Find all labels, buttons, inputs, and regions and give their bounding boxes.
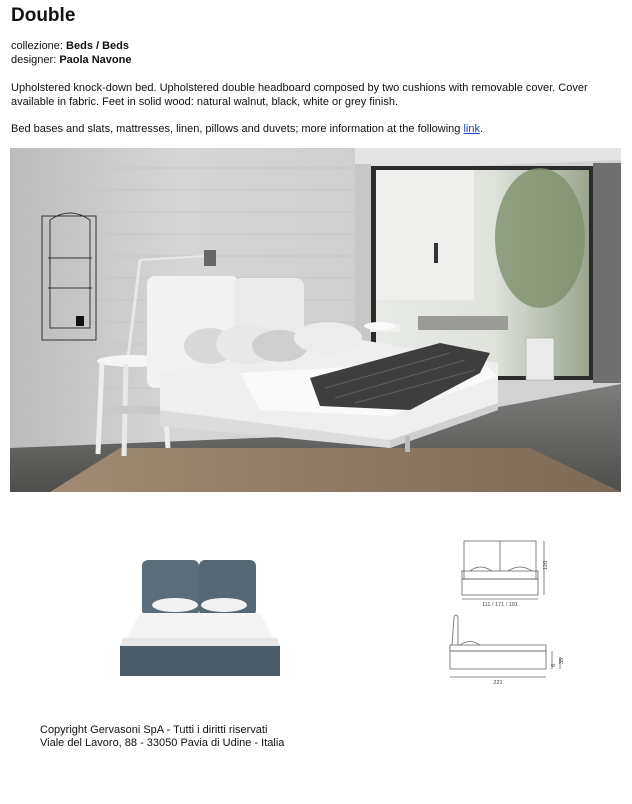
designer-line [11, 54, 131, 67]
footer [40, 724, 284, 750]
description-paragraph: Upholstered knock-down bed. Upholstered double headboard composed by two cushions with removable cover. Cover available in fabric. Feet in solid wood: natural walnut, black, white or grey finish. [11, 82, 588, 108]
bedroom-photo [10, 148, 621, 492]
page-title: Double [11, 5, 76, 26]
info-paragraph [11, 122, 611, 136]
collection-line [11, 40, 129, 53]
bed-product-image [45, 530, 355, 700]
info-after: . [479, 123, 484, 135]
footer-address: Viale del Lavoro, 88 - 33050 Pavia di Udine - Italia [40, 737, 285, 749]
info-link[interactable]: link [463, 123, 480, 135]
designer-value: Paola Navone [59, 54, 132, 66]
dim-width: 111 / 171 / 191 [482, 602, 518, 608]
dim-height: 120 [543, 560, 549, 570]
technical-drawing [440, 533, 590, 693]
dim-side-a: 6 [551, 663, 557, 667]
info-text: Bed bases and slats, mattresses, linen, pillows and duvets; more information at the following [11, 123, 464, 135]
footer-copyright: Copyright Gervasoni SpA - Tutti i diritti riservati [40, 724, 268, 736]
designer-label: designer: [11, 54, 60, 66]
collection-value: Beds / Beds [66, 40, 130, 52]
dim-side-b: 35 [559, 657, 565, 664]
collection-label: collezione: [11, 40, 67, 52]
dim-depth: 221 [493, 680, 503, 686]
